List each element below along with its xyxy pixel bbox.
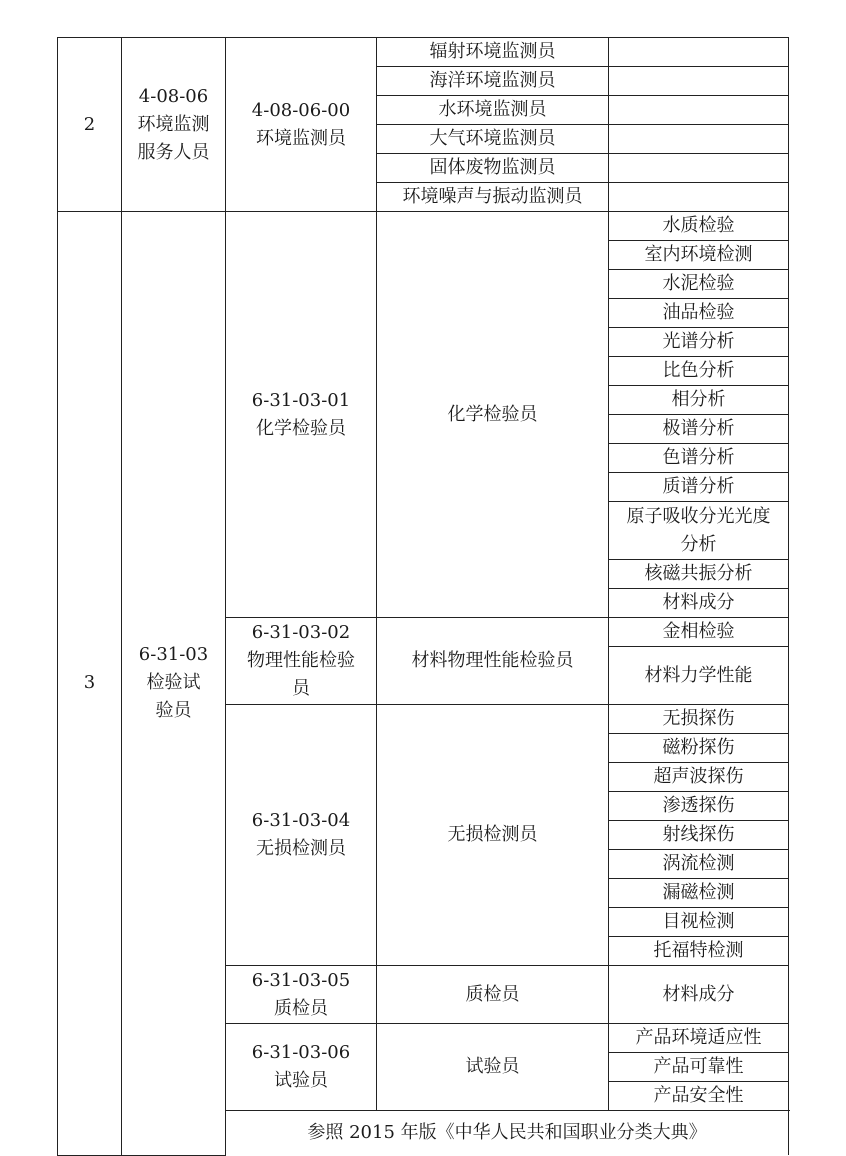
job-title: 大气环境监测员 — [377, 125, 609, 154]
field-cell: 相分析 — [609, 386, 789, 415]
row-number: 2 — [58, 38, 122, 212]
empty-cell — [609, 154, 789, 183]
field-cell: 油品检验 — [609, 299, 789, 328]
job-title: 材料物理性能检验员 — [377, 618, 609, 705]
field-cell: 色谱分析 — [609, 444, 789, 473]
row-number: 3 — [58, 212, 122, 1156]
source-note: 参照 2015 年版《中华人民共和国职业分类大典》 — [226, 1111, 789, 1156]
field-cell: 托福特检测 — [609, 937, 789, 966]
occupation-code: 6-31-03-01 化学检验员 — [226, 212, 377, 618]
occupation-table — [57, 37, 789, 1156]
field-cell: 目视检测 — [609, 908, 789, 937]
field-cell: 漏磁检测 — [609, 879, 789, 908]
job-title: 海洋环境监测员 — [377, 67, 609, 96]
job-title: 固体废物监测员 — [377, 154, 609, 183]
field-cell: 光谱分析 — [609, 328, 789, 357]
field-cell: 磁粉探伤 — [609, 734, 789, 763]
small-category: 4-08-06 环境监测 服务人员 — [122, 38, 226, 212]
occupation-code: 6-31-03-02 物理性能检验 员 — [226, 618, 377, 705]
job-title: 水环境监测员 — [377, 96, 609, 125]
field-cell: 射线探伤 — [609, 821, 789, 850]
field-cell: 水泥检验 — [609, 270, 789, 299]
field-cell: 产品安全性 — [609, 1082, 789, 1111]
occupation-code: 6-31-03-05 质检员 — [226, 966, 377, 1024]
field-cell: 水质检验 — [609, 212, 789, 241]
empty-cell — [609, 67, 789, 96]
empty-cell — [609, 183, 789, 212]
job-title: 环境噪声与振动监测员 — [377, 183, 609, 212]
field-cell: 质谱分析 — [609, 473, 789, 502]
job-title: 化学检验员 — [377, 212, 609, 618]
job-title: 质检员 — [377, 966, 609, 1024]
field-cell: 比色分析 — [609, 357, 789, 386]
empty-cell — [609, 96, 789, 125]
field-cell: 产品环境适应性 — [609, 1024, 789, 1053]
field-cell: 渗透探伤 — [609, 792, 789, 821]
field-cell: 金相检验 — [609, 618, 789, 647]
field-cell: 极谱分析 — [609, 415, 789, 444]
empty-cell — [609, 38, 789, 67]
small-category: 6-31-03 检验试 验员 — [122, 212, 226, 1156]
job-title: 无损检测员 — [377, 705, 609, 966]
field-cell: 无损探伤 — [609, 705, 789, 734]
field-cell: 产品可靠性 — [609, 1053, 789, 1082]
field-cell: 涡流检测 — [609, 850, 789, 879]
field-cell: 原子吸收分光光度 分析 — [609, 502, 789, 560]
field-cell: 材料成分 — [609, 589, 789, 618]
field-cell: 核磁共振分析 — [609, 560, 789, 589]
job-title: 试验员 — [377, 1024, 609, 1111]
field-cell: 材料成分 — [609, 966, 789, 1024]
field-cell: 超声波探伤 — [609, 763, 789, 792]
field-cell: 材料力学性能 — [609, 647, 789, 705]
job-title: 辐射环境监测员 — [377, 38, 609, 67]
occupation-code: 6-31-03-04 无损检测员 — [226, 705, 377, 966]
empty-cell — [609, 125, 789, 154]
field-cell: 室内环境检测 — [609, 241, 789, 270]
occupation-code: 6-31-03-06 试验员 — [226, 1024, 377, 1111]
occupation-code: 4-08-06-00 环境监测员 — [226, 38, 377, 212]
